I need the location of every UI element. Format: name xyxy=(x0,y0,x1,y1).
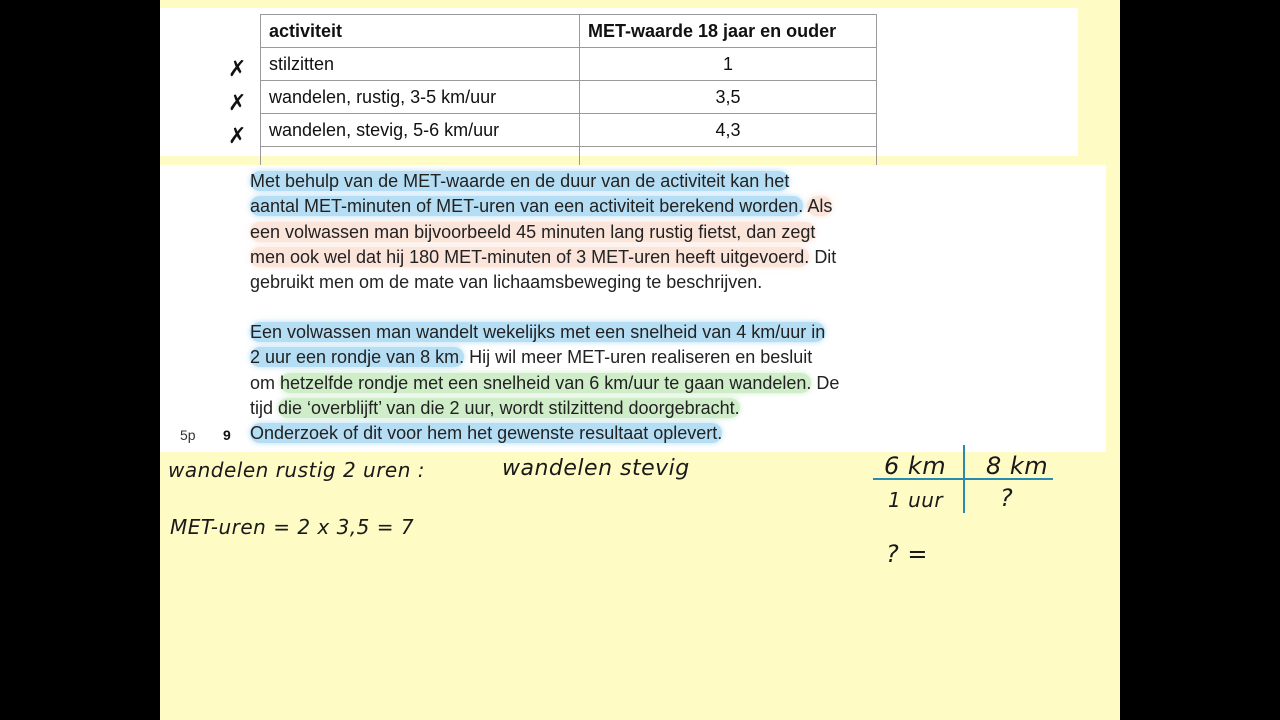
paragraph-question xyxy=(250,320,970,446)
ratio-cell-bottom-right: ? xyxy=(1000,484,1014,512)
paragraph-met-explanation xyxy=(250,169,970,295)
text: Hij wil meer MET-uren realiseren en besluit xyxy=(469,347,813,368)
text: tijd xyxy=(250,397,274,418)
highlight-blue: aantal MET-minuten of MET-uren van een activiteit berekend worden. xyxy=(250,196,804,217)
worksheet-page xyxy=(160,0,1120,720)
ratio-cell-bottom-left: 1 uur xyxy=(888,488,944,512)
text: Dit xyxy=(814,246,837,267)
column-header-met-value: MET-waarde 18 jaar en ouder xyxy=(580,15,877,48)
highlight-blue: Met behulp van de MET-waarde en de duur van de activiteit kan het xyxy=(250,171,790,191)
highlight-green: die ‘overblijft’ van die 2 uur, wordt stilzittend doorgebracht. xyxy=(278,397,740,418)
question-points: 5p xyxy=(180,427,196,443)
met-table xyxy=(260,14,877,180)
highlight-green: hetzelfde rondje met een snelheid van 6 km/uur te gaan wandelen. xyxy=(280,372,812,393)
handwritten-cross-mark: ✗ xyxy=(228,91,247,116)
table-header-row xyxy=(261,15,877,48)
ratio-cell-top-right: 8 km xyxy=(986,452,1049,480)
handwritten-cross-mark: ✗ xyxy=(228,124,247,149)
highlight-orange: men ook wel dat hij 180 MET-minuten of 3 MET-uren heeft uitgevoerd. xyxy=(250,246,810,267)
highlight-orange: Als xyxy=(807,196,833,217)
activity-cell: wandelen, rustig, 3-5 km/uur xyxy=(261,81,580,114)
activity-cell: stilzitten xyxy=(261,48,580,81)
met-table-card xyxy=(160,8,1078,156)
table-row xyxy=(261,114,877,147)
handwritten-met-calculation: MET-uren = 2 x 3,5 = 7 xyxy=(170,515,415,539)
met-value-cell: 1 xyxy=(580,48,877,81)
column-header-activity: activiteit xyxy=(261,15,580,48)
highlight-blue: Onderzoek of dit voor hem het gewenste resultaat oplevert. xyxy=(250,423,723,444)
handwritten-cross-mark: ✗ xyxy=(228,57,247,82)
question-number: 9 xyxy=(223,427,231,443)
handwritten-middle-heading: wandelen stevig xyxy=(502,456,690,481)
highlight-blue: 2 uur een rondje van 8 km. xyxy=(250,347,465,368)
handwritten-question-equation: ? = xyxy=(886,540,928,568)
table-row xyxy=(261,81,877,114)
text: gebruikt men om de mate van lichaamsbeweging te beschrijven. xyxy=(250,272,763,293)
ratio-cell-top-left: 6 km xyxy=(884,452,947,480)
text: De xyxy=(816,372,840,393)
text-card xyxy=(160,165,1106,452)
activity-cell: wandelen, stevig, 5-6 km/uur xyxy=(261,114,580,147)
table-row xyxy=(261,48,877,81)
highlight-orange: een volwassen man bijvoorbeeld 45 minuten lang rustig fietst, dan zegt xyxy=(250,221,816,242)
met-value-cell: 3,5 xyxy=(580,81,877,114)
handwritten-left-heading: wandelen rustig 2 uren : xyxy=(168,458,426,482)
highlight-blue: Een volwassen man wandelt wekelijks met een snelheid van 4 km/uur in xyxy=(250,322,826,342)
met-value-cell: 4,3 xyxy=(580,114,877,147)
text: om xyxy=(250,372,276,393)
